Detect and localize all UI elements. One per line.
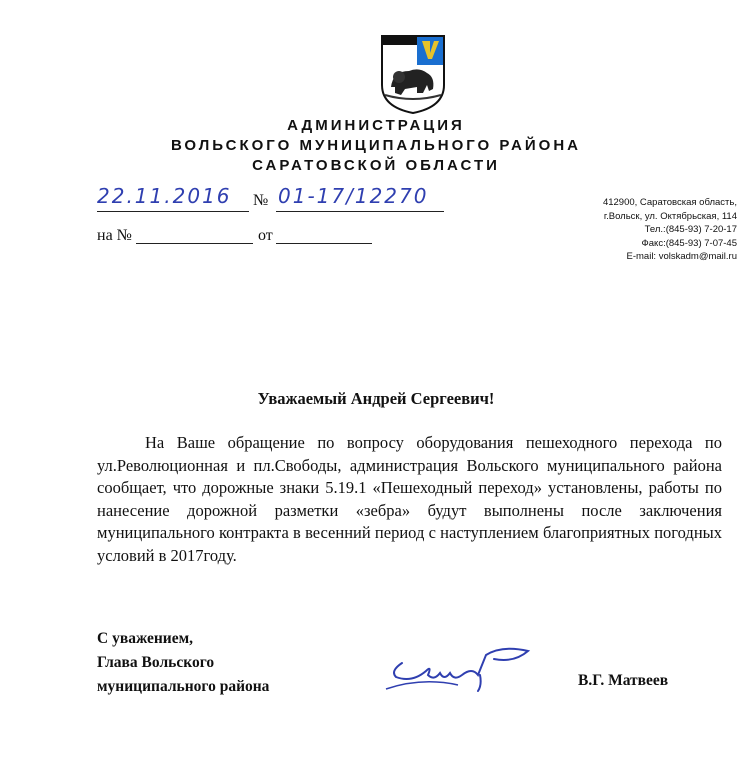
header-line-3: САРАТОВСКОЙ ОБЛАСТИ	[252, 157, 500, 174]
salutation: Уважаемый Андрей Сергеевич!	[257, 389, 495, 408]
address-line: Факс:(845-93) 7-07-45	[641, 237, 737, 249]
from-underline	[276, 243, 372, 244]
outgoing-date: 22.11.2016	[97, 184, 232, 208]
reply-label: на №	[97, 227, 132, 244]
from-label: от	[258, 227, 273, 244]
address-block	[603, 196, 737, 264]
signature-image	[382, 641, 532, 697]
letter-body	[97, 432, 722, 567]
closing-block	[97, 627, 269, 699]
date-underline	[97, 211, 249, 212]
outgoing-number: 01-17/12270	[278, 184, 429, 208]
body-paragraph: На Ваше обращение по вопросу оборудования пешеходного перехода по ул.Революционная и пл.Свободы, администрация Вольского муниципального района сообщает, что дорожные знаки 5.19.1 «Пешеходный переход» установлены, работы по нанесение дорожной разметки «зебра» будут выполнены после заключения муниципального контракта в весенний период с наступлением благоприятных погодных условий в 2017году.	[97, 433, 722, 565]
address-line: г.Вольск, ул. Октябрьская, 114	[603, 210, 737, 222]
number-underline	[276, 211, 444, 212]
number-label: №	[253, 192, 269, 209]
header-line-1: АДМИНИСТРАЦИЯ	[287, 117, 465, 134]
address-line: E-mail: volskadm@mail.ru	[626, 251, 737, 262]
reply-underline	[136, 243, 253, 244]
coat-of-arms-icon	[379, 33, 447, 115]
signer-name: В.Г. Матвеев	[578, 672, 669, 689]
address-line: Тел.:(845-93) 7-20-17	[644, 224, 737, 235]
header-line-2: ВОЛЬСКОГО МУНИЦИПАЛЬНОГО РАЙОНА	[170, 137, 582, 154]
address-line: 412900, Саратовская область,	[602, 197, 737, 208]
closing-line-3: муниципального района	[97, 678, 270, 695]
closing-line-2: Глава Вольского	[97, 654, 215, 671]
closing-line-1: С уважением,	[97, 630, 194, 647]
